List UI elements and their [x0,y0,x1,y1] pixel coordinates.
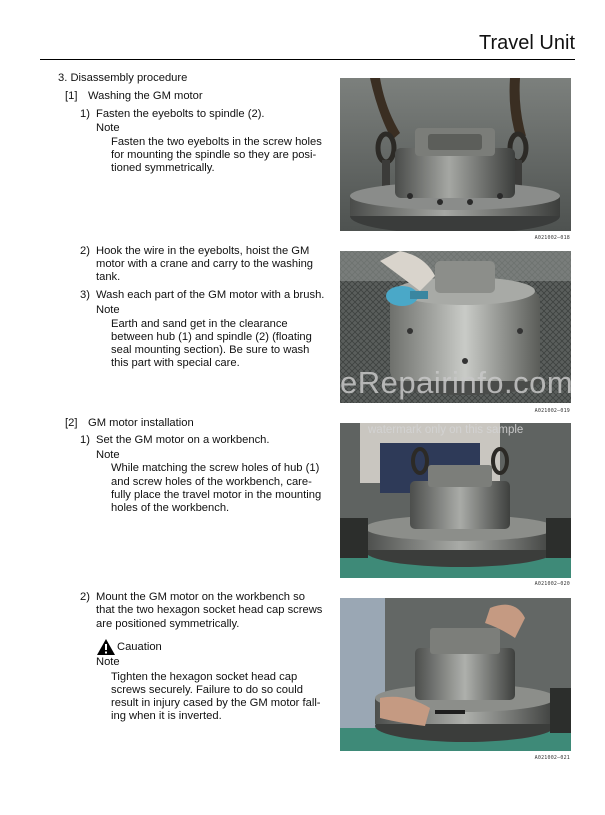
part1-step3-note-line3: seal mounting section). Be sure to wash [111,344,310,356]
part2-label: [2] [65,417,78,429]
part2-step2-line3: are positioned symmetrically. [96,618,240,630]
part1-step3-text: Wash each part of the GM motor with a brush. [96,289,325,301]
part2-step2-note-line1: Tighten the hexagon socket head cap [111,671,298,683]
part2-step2-number: 2) [80,591,90,603]
part2-step1-note-label: Note [96,449,120,461]
part1-step3-number: 3) [80,289,90,301]
part1-step1-note-line2: for mounting the spindle so they are posi- [111,149,317,161]
part1-step1-text: Fasten the eyebolts to spindle (2). [96,108,265,120]
part1-step1-note-line1: Fasten the two eyebolts in the screw holes [111,136,322,148]
figure-1-photo [340,78,571,231]
part2-title: GM motor installation [88,417,194,429]
figure-4-photo [340,598,571,751]
part1-step2-line2: motor with a crane and carry to the washing [96,258,314,270]
part2-step1-note-line2: and screw holes of the workbench, care- [111,476,312,488]
part2-step1-number: 1) [80,434,90,446]
part2-step1-note-line4: holes of the workbench. [111,502,230,514]
header-divider [40,59,575,60]
part2-step2-note-label: Note [96,656,120,668]
caution-triangle-icon [96,638,116,656]
figure-3-photo [340,423,571,578]
part1-step2-line3: tank. [96,271,121,283]
part2-step2-note-line2: screws securely. Failure to do so could [111,684,303,696]
section-heading: 3. Disassembly procedure [58,72,188,84]
part1-step1-note-line3: tioned symmetrically. [111,162,215,174]
caution-label: Cauation [117,641,162,653]
part1-step2-line1: Hook the wire in the eyebolts, hoist the GM [96,245,310,257]
caution-row [96,637,162,657]
part2-step1-note-line3: fully place the travel motor in the mounting [111,489,322,501]
part2-step2-note-line4: ing when it is inverted. [111,710,222,722]
figure-1-caption: A021002—018 [534,235,570,241]
part2-step1-text: Set the GM motor on a workbench. [96,434,270,446]
part1-step3-note-line4: this part with special care. [111,357,240,369]
part2-step2-line1: Mount the GM motor on the workbench so [96,591,305,603]
figure-4-caption: A021002—021 [534,755,570,761]
part1-step3-note-label: Note [96,304,120,316]
figure-2-caption: A021002—019 [534,408,570,414]
page-title: Travel Unit [479,32,575,54]
part1-step3-note-line2: between hub (1) and spindle (2) (floating [111,331,312,343]
part1-label: [1] [65,90,78,102]
part1-step1-note-label: Note [96,122,120,134]
watermark-sub: watermark only on this sample [368,424,524,436]
figure-3-caption: A021002—020 [534,581,570,587]
part2-step1-note-line1: While matching the screw holes of hub (1) [111,462,320,474]
part2-step2-note-line3: result in injury cased by the GM motor fall- [111,697,321,709]
part1-step1-number: 1) [80,108,90,120]
part1-step3-note-line1: Earth and sand get in the clearance [111,318,288,330]
watermark-main: eRepairinfo.com [340,365,574,400]
part2-step2-line2: that the two hexagon socket head cap screws [96,604,323,616]
part1-title: Washing the GM motor [88,90,203,102]
part1-step2-number: 2) [80,245,90,257]
